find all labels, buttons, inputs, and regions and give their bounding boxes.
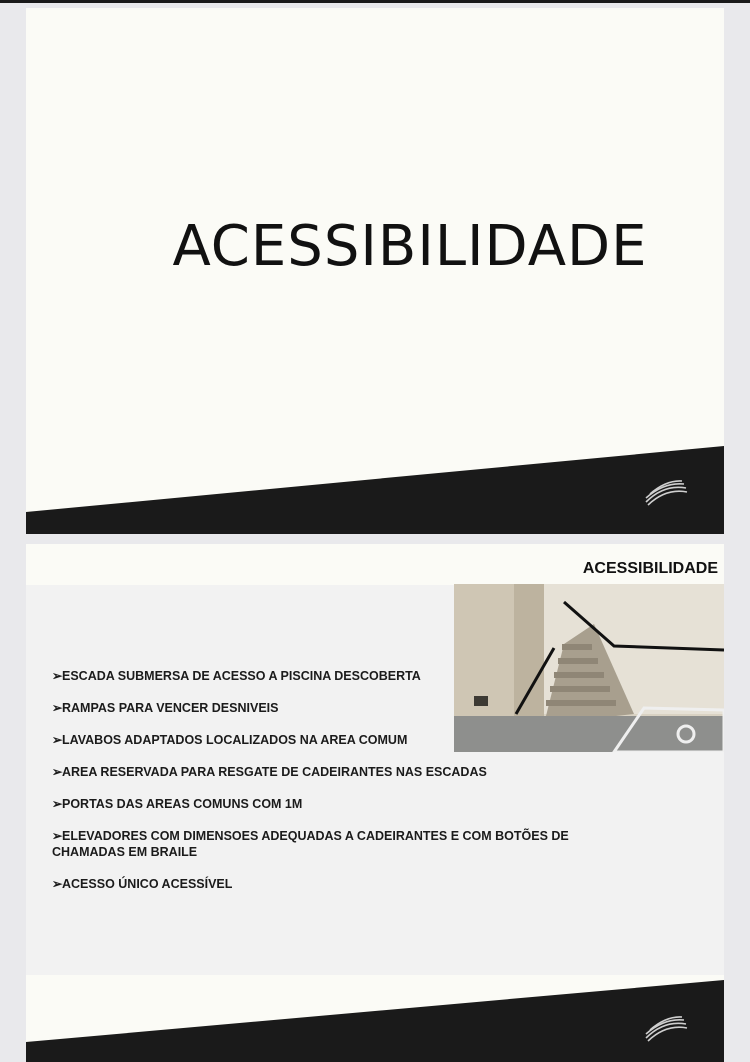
bullet-text: RAMPAS PARA VENCER DESNIVEIS <box>62 701 279 715</box>
bullet-arrow-icon: ➢ <box>52 733 63 747</box>
slide-title-text: ACESSIBILIDADE <box>172 214 648 279</box>
dark-band-decoration <box>26 544 724 1062</box>
bullet-text: AREA RESERVADA PARA RESGATE DE CADEIRANTES NAS ESCADAS <box>62 765 487 779</box>
bullet-text: ELEVADORES COM DIMENSOES ADEQUADAS A CADEIRANTES E COM BOTÕES DE CHAMADAS EM BRAILE <box>52 829 569 859</box>
dark-band-decoration <box>26 8 724 534</box>
bullet-arrow-icon: ➢ <box>52 701 63 715</box>
slide-content <box>26 544 724 1062</box>
slide-header: ACESSIBILIDADE <box>582 560 718 577</box>
waves-logo-icon <box>644 480 688 506</box>
bullet-arrow-icon: ➢ <box>52 765 63 779</box>
bullet-arrow-icon: ➢ <box>52 669 63 683</box>
bullet-text: ACESSO ÚNICO ACESSÍVEL <box>62 877 233 891</box>
slide-title <box>26 8 724 534</box>
bullet-arrow-icon: ➢ <box>52 877 63 891</box>
waves-logo-icon <box>644 1016 688 1042</box>
bullet-text: ESCADA SUBMERSA DE ACESSO A PISCINA DESCOBERTA <box>62 669 421 683</box>
bullet-arrow-icon: ➢ <box>52 797 63 811</box>
page-top-strip <box>0 0 750 3</box>
bullet-text: LAVABOS ADAPTADOS LOCALIZADOS NA AREA COMUM <box>62 733 408 747</box>
bullet-text: PORTAS DAS AREAS COMUNS COM 1M <box>62 797 303 811</box>
bullet-arrow-icon: ➢ <box>52 829 63 843</box>
